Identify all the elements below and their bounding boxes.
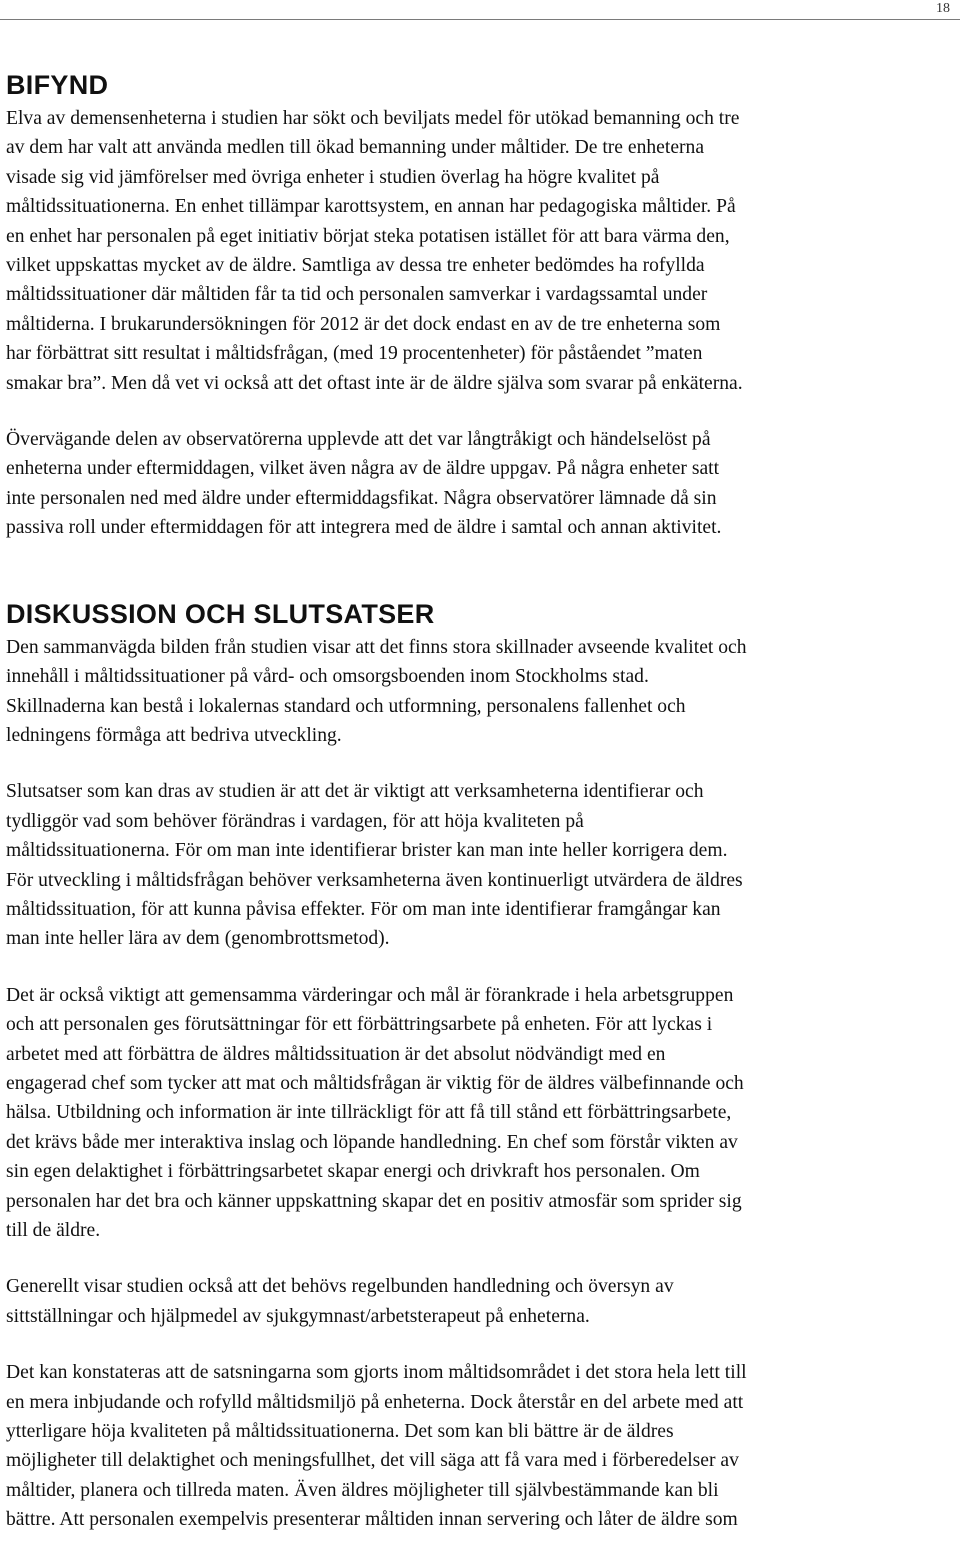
section-heading: BIFYND bbox=[6, 70, 109, 100]
page-number: 18 bbox=[936, 1, 950, 16]
document-body bbox=[6, 66, 958, 1535]
header-rule bbox=[0, 19, 960, 20]
section-heading: DISKUSSION OCH SLUTSATSER bbox=[6, 598, 435, 629]
paragraph: Övervägande delen av observatörerna upplevde att det var långtråkigt och händelselöst på enheterna under eftermiddagen, vilket även några av de äldre uppgav. På några enheter satt inte personalen ned med äldre under eftermiddagsfikat. Några observatörer lämnade då sin passiva roll under eftermiddagen för att integrera med de äldre i samtal och annan aktivitet. bbox=[6, 429, 722, 539]
section-bifynd bbox=[6, 66, 958, 543]
paragraph: Den sammanvägda bilden från studien visar att det finns stora skillnader avseende kvalitet och innehåll i måltidssituationer på vård- och omsorgsboenden inom Stockholms stad. Skillnaderna kan bestå i lokalernas standard och utformning, personalens fallenhet och ledningens förmåga att bedriva utveckling. bbox=[6, 636, 747, 746]
paragraph: Slutsatser som kan dras av studien är att det är viktigt att verksamheterna identifierar och tydliggör vad som behöver förändras i vardagen, för att höja kvaliteten på måltidssituationerna. För om man inte identifierar brister kan man inte heller korrigera dem. För utveckling i måltidsfrågan behöver verksamheterna även kontinuerligt utvärdera de äldres måltidssituation, för att kunna påvisa effekter. För om man inte identifierar framgångar kan man inte heller lära av dem (genombrottsmetod). bbox=[6, 781, 743, 950]
paragraph: Det kan konstateras att de satsningarna som gjorts inom måltidsområdet i det stora hela lett till en mera inbjudande och rofylld måltidsmiljö på enheterna. Dock återstår en del arbete med att ytterligare höja kvaliteten på måltidssituationerna. Det som kan bli bättre är de äldres möjligheter till delaktighet och meningsfullhet, det vill säga att få vara med i förberedelser av måltider, planera och tillreda maten. Även äldres möjligheter till självbestämmande kan bli bättre. Att personalen exempelvis presenterar måltiden innan servering och låter de äldre som bbox=[6, 1362, 747, 1531]
paragraph: Generellt visar studien också att det behövs regelbunden handledning och översyn av sittställningar och hjälpmedel av sjukgymnast/arbetsterapeut på enheterna. bbox=[6, 1276, 674, 1327]
paragraph: Elva av demensenheterna i studien har sökt och beviljats medel för utökad bemanning och tre av dem har valt att använda medlen till ökad bemanning under måltider. De tre enheterna visade sig vid jämförelser med övriga enheter i studien överlag ha högre kvalitet på måltidssituationerna. En enhet tillämpar karottsystem, en annan har pedagogiska måltider. På en enhet har personalen på eget initiativ börjat steka potatisen istället för att bara värma den, vilket uppskattas mycket av de äldre. Samtliga av dessa tre enheter bedömdes ha rofyllda måltidssituationer där måltiden får ta tid och personalen samverkar i vardagssamtal under måltiderna. I brukarundersökningen för 2012 är det dock endast en av de tre enheterna som har förbättrat sitt resultat i måltidsfrågan, (med 19 procentenheter) för påståendet ”maten smakar bra”. Men då vet vi också att det oftast inte är de äldre själva som svarar på enkäterna. bbox=[6, 108, 743, 394]
section-diskussion bbox=[6, 595, 958, 1535]
paragraph: Det är också viktigt att gemensamma värderingar och mål är förankrade i hela arbetsgruppen och att personalen ges förutsättningar för ett förbättringsarbete på enheten. För att lyckas i arbetet med att förbättra de äldres måltidssituation är det absolut nödvändigt med en engagerad chef som tycker att mat och måltidsfrågan är viktig för de äldres välbefinnande och hälsa. Utbildning och information är inte tillräckligt för att få till stånd ett förbättringsarbete, det krävs både mer interaktiva inslag och löpande handledning. En chef som förstår vikten av sin egen delaktighet i förbättringsarbetet skapar energi och drivkraft hos personalen. Om personalen har det bra och känner uppskattning skapar det en positiv atmosfär som sprider sig till de äldre. bbox=[6, 984, 744, 1241]
